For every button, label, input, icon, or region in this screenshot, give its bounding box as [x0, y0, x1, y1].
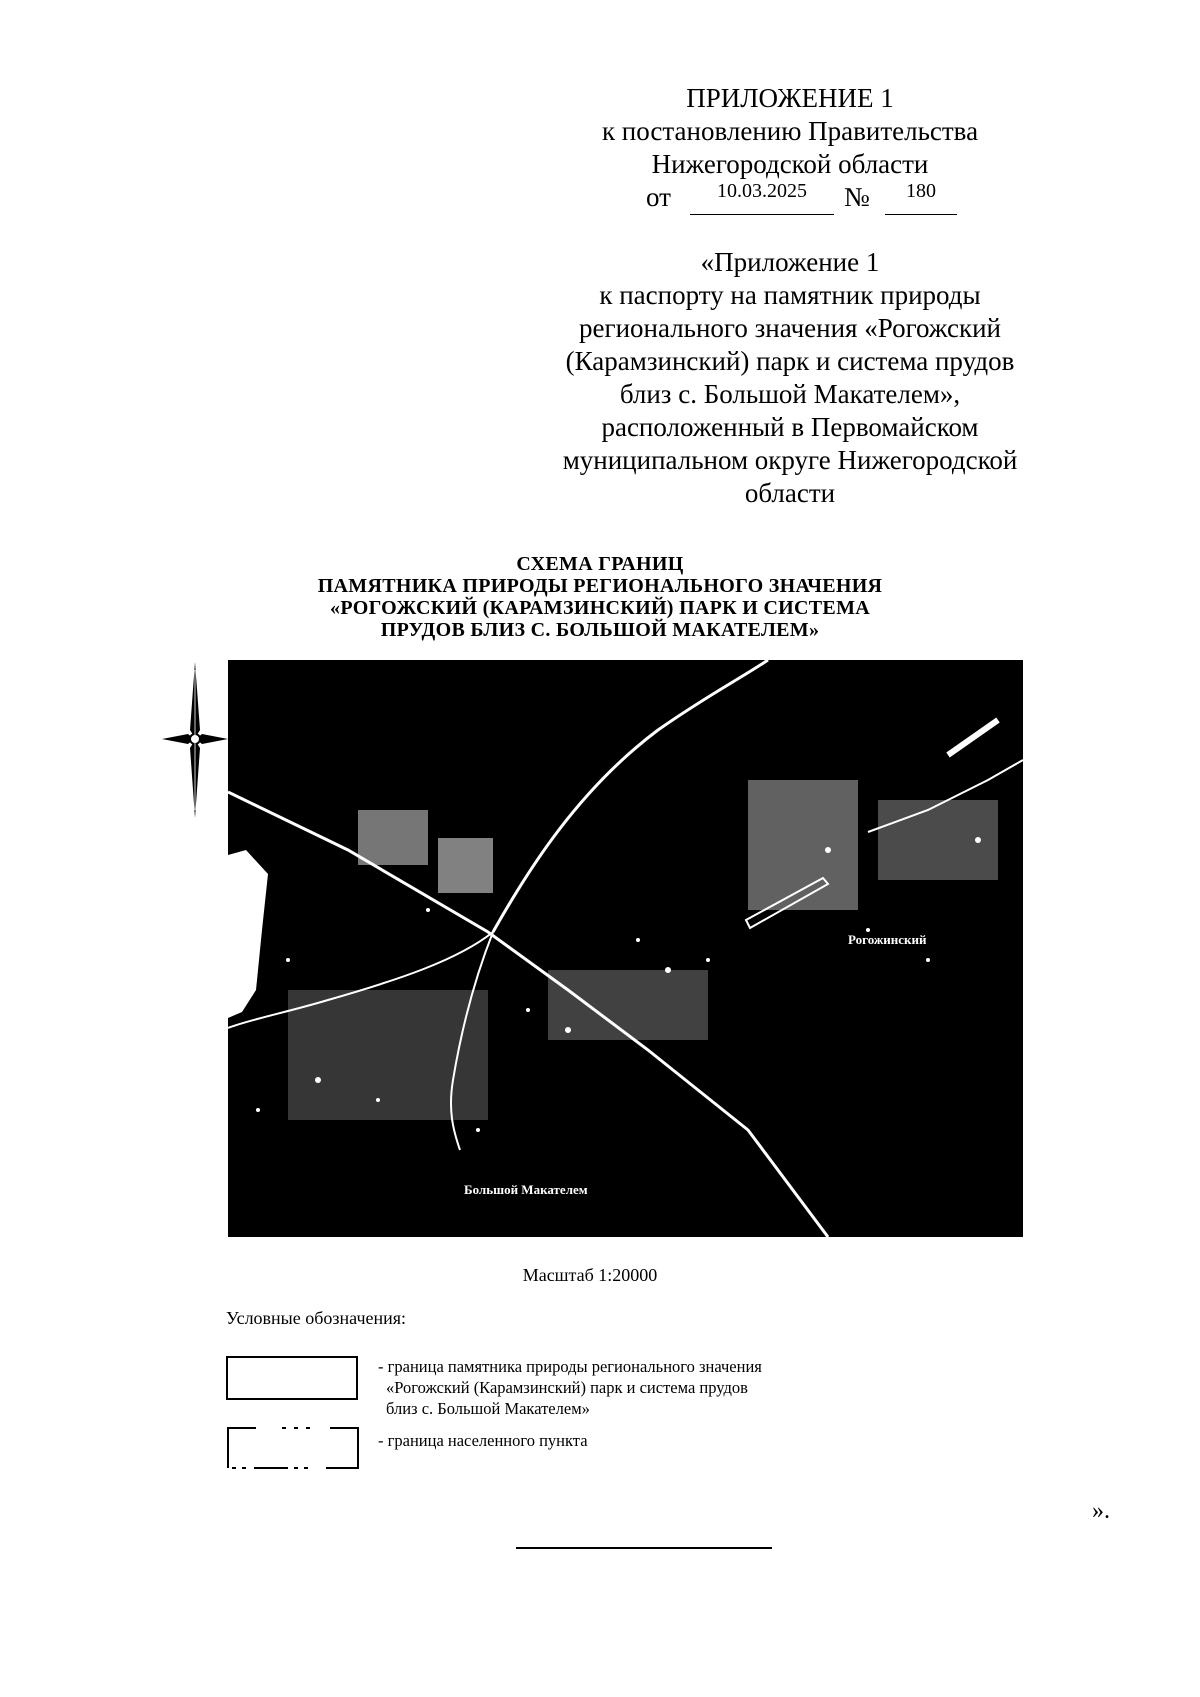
date-value: 10.03.2025 — [690, 175, 834, 215]
map-title-line: СХЕМА ГРАНИЦ — [516, 553, 684, 575]
annex-line: расположенный в Первомайском — [601, 412, 979, 442]
closing-quote: ». — [1092, 1498, 1110, 1524]
legend-text-line: «Рогожский (Карамзинский) парк и система прудов — [386, 1378, 748, 1397]
number-value: 180 — [885, 175, 957, 215]
annex-line: (Карамзинский) парк и система прудов — [565, 346, 1015, 376]
header-line-2: к постановлению Правительства — [601, 116, 979, 146]
legend-title: Условные обозначения: — [226, 1308, 407, 1328]
compass-rose-icon — [160, 660, 230, 820]
header-title: ПРИЛОЖЕНИЕ 1 — [686, 83, 894, 113]
header-line-3: Нижегородской области — [651, 149, 929, 179]
legend-text-line: близ с. Большой Макателем» — [386, 1399, 590, 1418]
header-block — [540, 82, 1040, 215]
map-title — [200, 553, 1000, 641]
annex-line: близ с. Большой Макателем», — [619, 379, 961, 409]
annex-line: к паспорту на памятник природы — [599, 280, 981, 310]
legend-text-line: - граница населенного пункта — [378, 1431, 588, 1450]
annex-line: области — [744, 478, 836, 508]
map-title-line: ПАМЯТНИКА ПРИРОДЫ РЕГИОНАЛЬНОГО ЗНАЧЕНИЯ — [317, 575, 883, 597]
legend-symbol-settlement-boundary — [226, 1424, 360, 1470]
legend-text-line: - граница памятника природы регионального значения — [378, 1357, 762, 1376]
map-scale: Масштаб 1:20000 — [522, 1265, 658, 1285]
map-image — [228, 660, 1023, 1237]
date-line — [540, 181, 1040, 215]
legend-item-settlement-boundary — [378, 1430, 588, 1451]
map-title-line: ПРУДОВ БЛИЗ С. БОЛЬШОЙ МАКАТЕЛЕМ» — [380, 619, 820, 641]
map-label-makatelem: Большой Макателем — [464, 1182, 588, 1197]
legend-symbol-monument-boundary — [226, 1356, 358, 1400]
legend-item-monument-boundary — [378, 1356, 762, 1419]
date-prefix: от — [646, 182, 671, 212]
map-label-rogozhinsky: Рогожинский — [848, 932, 927, 947]
number-sign: № — [844, 182, 870, 212]
annex-line: муниципальном округе Нижегородской — [562, 445, 1018, 475]
map-title-line: «РОГОЖСКИЙ (КАРАМЗИНСКИЙ) ПАРК И СИСТЕМА — [330, 597, 870, 619]
annex-block — [530, 246, 1050, 510]
annex-line: регионального значения «Рогожский — [579, 313, 1001, 343]
annex-line: «Приложение 1 — [700, 247, 880, 277]
bottom-divider — [516, 1547, 772, 1549]
